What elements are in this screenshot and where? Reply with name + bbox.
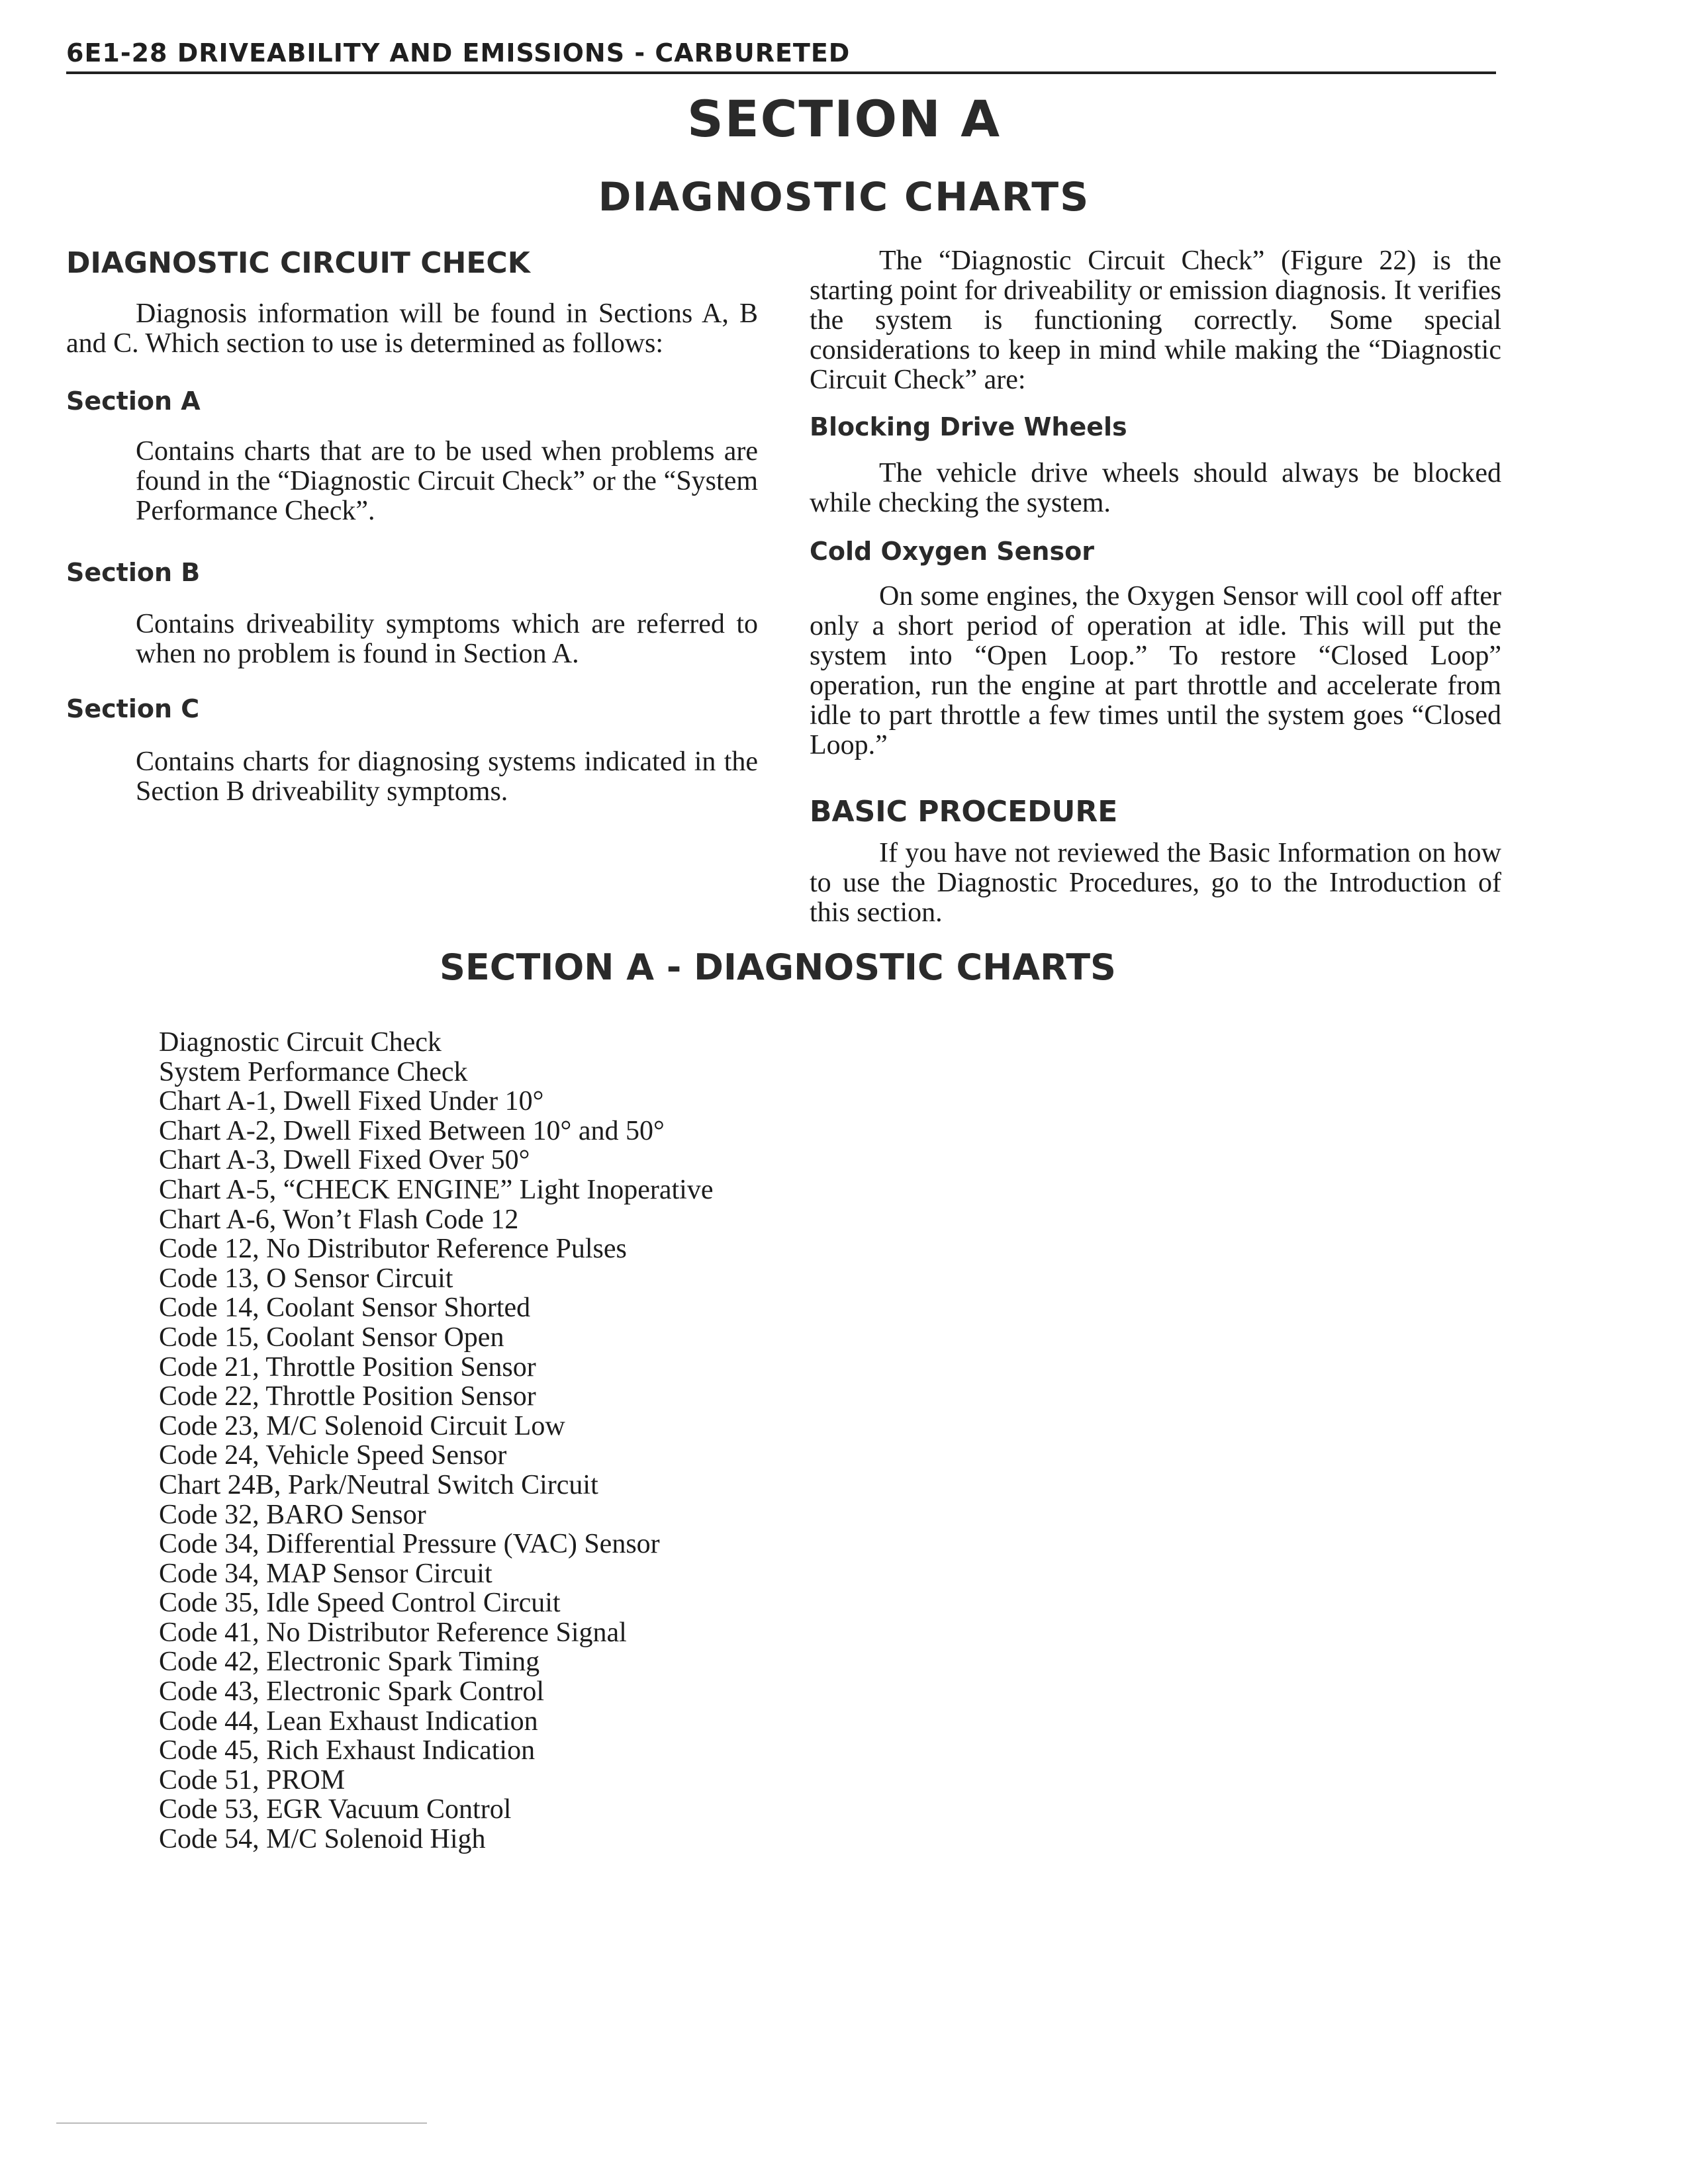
diagnostic-circuit-check-heading: DIAGNOSTIC CIRCUIT CHECK xyxy=(66,246,530,280)
basic-procedure-heading: BASIC PROCEDURE xyxy=(810,795,1118,829)
list-item: Chart A-6, Won’t Flash Code 12 xyxy=(159,1204,519,1235)
section-c-text: Contains charts for diagnosing systems indicated in the Section B driveability symptoms. xyxy=(136,747,758,807)
list-item: Code 34, Differential Pressure (VAC) Sensor xyxy=(159,1529,660,1560)
footer-rule xyxy=(56,2122,427,2124)
list-item: Code 54, M/C Solenoid High xyxy=(159,1824,486,1855)
left-column xyxy=(66,246,758,807)
blocking-drive-wheels-text: The vehicle drive wheels should always be blocked while checking the system. xyxy=(810,458,1501,518)
list-item: Chart A-1, Dwell Fixed Under 10° xyxy=(159,1086,544,1117)
list-item: System Performance Check xyxy=(159,1056,468,1087)
list-item: Code 42, Electronic Spark Timing xyxy=(159,1647,540,1678)
section-c-heading: Section C xyxy=(66,694,200,723)
chart-list xyxy=(159,1028,713,1854)
list-item: Code 32, BARO Sensor xyxy=(159,1499,426,1530)
basic-procedure-text: If you have not reviewed the Basic Information on how to use the Diagnostic Procedures, go to the Introduction of this section. xyxy=(810,838,1501,928)
list-item: Code 23, M/C Solenoid Circuit Low xyxy=(159,1410,565,1441)
header-rule xyxy=(66,71,1496,74)
right-column xyxy=(810,246,1501,928)
running-head: 6E1-28 DRIVEABILITY AND EMISSIONS - CARBURETED xyxy=(66,38,851,68)
list-item: Chart A-5, “CHECK ENGINE” Light Inoperative xyxy=(159,1174,714,1205)
section-a-text: Contains charts that are to be used when problems are found in the “Diagnostic Circuit Check” or the “System Performance Check”. xyxy=(136,436,758,526)
list-item: Code 24, Vehicle Speed Sensor xyxy=(159,1440,507,1471)
list-item: Code 22, Throttle Position Sensor xyxy=(159,1381,536,1412)
list-item: Chart 24B, Park/Neutral Switch Circuit xyxy=(159,1469,598,1500)
list-item: Code 13, O Sensor Circuit xyxy=(159,1263,453,1294)
section-a-heading: Section A xyxy=(66,387,201,416)
list-item: Diagnostic Circuit Check xyxy=(159,1027,442,1058)
list-item: Code 34, MAP Sensor Circuit xyxy=(159,1558,492,1589)
cold-oxygen-sensor-text: On some engines, the Oxygen Sensor will cool off after only a short period of operation at idle. This will put the system into “Open Loop.” To restore “Closed Loop” operation, run the engine at part throttle and accelerate from idle to part throttle a few times until the system goes “Closed Loop.” xyxy=(810,581,1501,760)
section-subtitle: DIAGNOSTIC CHARTS xyxy=(598,174,1090,220)
list-item: Code 15, Coolant Sensor Open xyxy=(159,1322,504,1353)
list-item: Code 53, EGR Vacuum Control xyxy=(159,1794,512,1825)
list-item: Chart A-3, Dwell Fixed Over 50° xyxy=(159,1145,530,1176)
chart-list-title: SECTION A - DIAGNOSTIC CHARTS xyxy=(440,946,1116,988)
list-item: Code 51, PROM xyxy=(159,1764,346,1796)
list-item: Code 12, No Distributor Reference Pulses xyxy=(159,1234,627,1265)
diagnosis-intro: Diagnosis information will be found in Sections A, B and C. Which section to use is determined as follows: xyxy=(66,298,758,359)
section-title: SECTION A xyxy=(686,89,1002,148)
list-item: Code 14, Coolant Sensor Shorted xyxy=(159,1293,531,1324)
list-item: Code 21, Throttle Position Sensor xyxy=(159,1351,536,1383)
list-item: Code 35, Idle Speed Control Circuit xyxy=(159,1588,561,1619)
cold-oxygen-sensor-heading: Cold Oxygen Sensor xyxy=(810,537,1094,566)
blocking-drive-wheels-heading: Blocking Drive Wheels xyxy=(810,412,1127,441)
section-b-text: Contains driveability symptoms which are referred to when no problem is found in Section A. xyxy=(136,609,758,669)
list-item: Chart A-2, Dwell Fixed Between 10° and 50° xyxy=(159,1115,665,1146)
list-item: Code 44, Lean Exhaust Indication xyxy=(159,1706,538,1737)
list-item: Code 45, Rich Exhaust Indication xyxy=(159,1735,536,1766)
list-item: Code 41, No Distributor Reference Signal xyxy=(159,1617,627,1648)
list-item: Code 43, Electronic Spark Control xyxy=(159,1676,545,1707)
circuit-check-intro: The “Diagnostic Circuit Check” (Figure 22) is the starting point for driveability or emission diagnosis. It verifies the system is functioning correctly. Some special considerations to keep in mind while making the “Diagnostic Circuit Check” are: xyxy=(810,246,1501,395)
section-b-heading: Section B xyxy=(66,558,201,587)
